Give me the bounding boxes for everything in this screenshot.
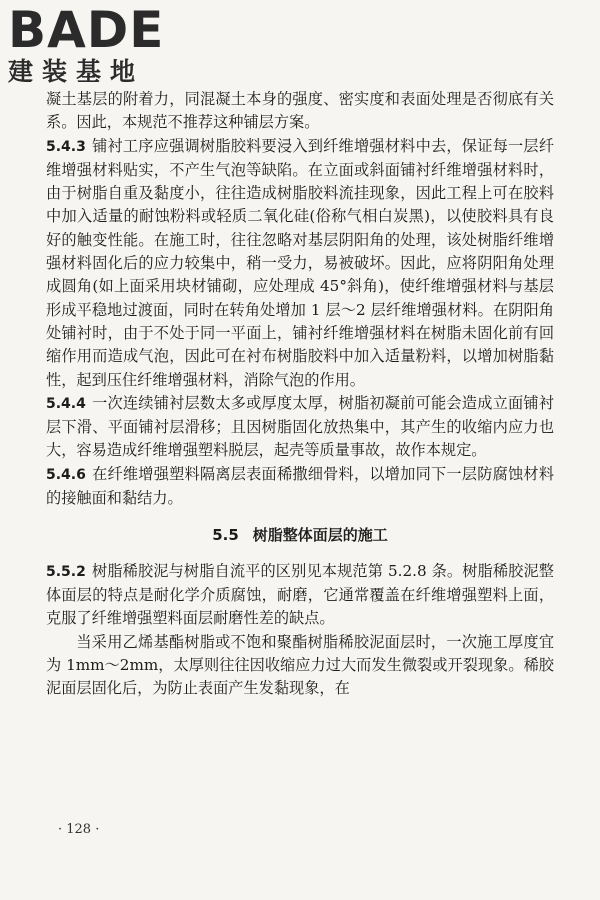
paragraph [46,631,554,701]
logo-main-text: BADE [8,1,165,59]
clause-number: 5.4.3 [46,138,86,155]
paragraph-text: 当采用乙烯基酯树脂或不饱和聚酯树脂稀胶泥面层时，一次施工厚度宜为 1mm～2mm，太厚则往往因收缩应力过大而发生微裂或开裂现象。稀胶泥面层固化后，为防止表面产生发黏现象，在 [46,632,554,698]
paragraph-text: 凝土基层的附着力，同混凝土本身的强度、密实度和表面处理是否彻底有关系。因此，本规范不推荐这种铺层方案。 [46,90,554,132]
clause-text: 树脂稀胶泥与树脂自流平的区别见本规范第 5.2.8 条。树脂稀胶泥整体面层的特点是耐化学介质腐蚀，耐磨，它通常覆盖在纤维增强塑料上面，克服了纤维增强塑料面层耐磨性差的缺点。 [46,561,554,628]
clause-5-4-4 [46,392,554,463]
clause-text: 在纤维增强塑料隔离层表面稀撒细骨料，以增加同下一层防腐蚀材料的接触面和黏结力。 [46,464,554,508]
clause-text: 铺衬工序应强调树脂胶料要浸入到纤维增强材料中去，保证每一层纤维增强材料贴实，不产生气泡等缺陷。在立面或斜面铺衬纤维增强材料时，由于树脂自重及黏度小，往往造成树脂胶料流挂现象，因此工程上可在胶料中加入适量的耐蚀粉料或轻质二氧化硅(俗称气相白炭黑)，以使胶料具有良好的触变性能。在施工时，往往忽略对基层阴阳角的处理，该处树脂纤维增强材料固化后的应力较集中，稍一受力，易被破坏。因此，应将阴阳角处理成圆角(如上面采用块材铺砌，应处理成 45°斜角)，使纤维增强材料与基层形成平稳地过渡面，同时在转角处增加 1 层～2 层纤维增强材料。在阴阳角处铺衬时，由于不处于同一平面上，铺衬纤维增强材料在树脂未固化前有回缩作用而造成气泡，因此可在衬布树脂胶料中加入适量粉料，以增加树脂黏性，起到压住纤维增强材料，消除气泡的作用。 [46,136,554,389]
clause-number: 5.4.4 [46,395,86,412]
logo-sub-text: 建装基地 [8,57,145,86]
clause-text: 一次连续铺衬层数太多或厚度太厚，树脂初凝前可能会造成立面铺衬层下滑、平面铺衬层滑移；且因树脂固化放热集中，其产生的收缩内应力也大，容易造成纤维增强塑料脱层，起壳等质量事故，故作本规定。 [46,393,554,460]
clause-5-5-2 [46,560,554,631]
section-title: 树脂整体面层的施工 [252,526,388,545]
page-number: · 128 · [58,822,100,837]
paragraph-continued [46,88,554,135]
clause-5-4-6 [46,463,554,511]
clause-5-4-3 [46,135,554,392]
section-heading [46,524,554,547]
section-number: 5.5 [212,526,239,545]
clause-number: 5.5.2 [46,563,86,580]
document-body [46,88,554,700]
watermark-logo [8,1,178,88]
clause-number: 5.4.6 [46,466,86,483]
